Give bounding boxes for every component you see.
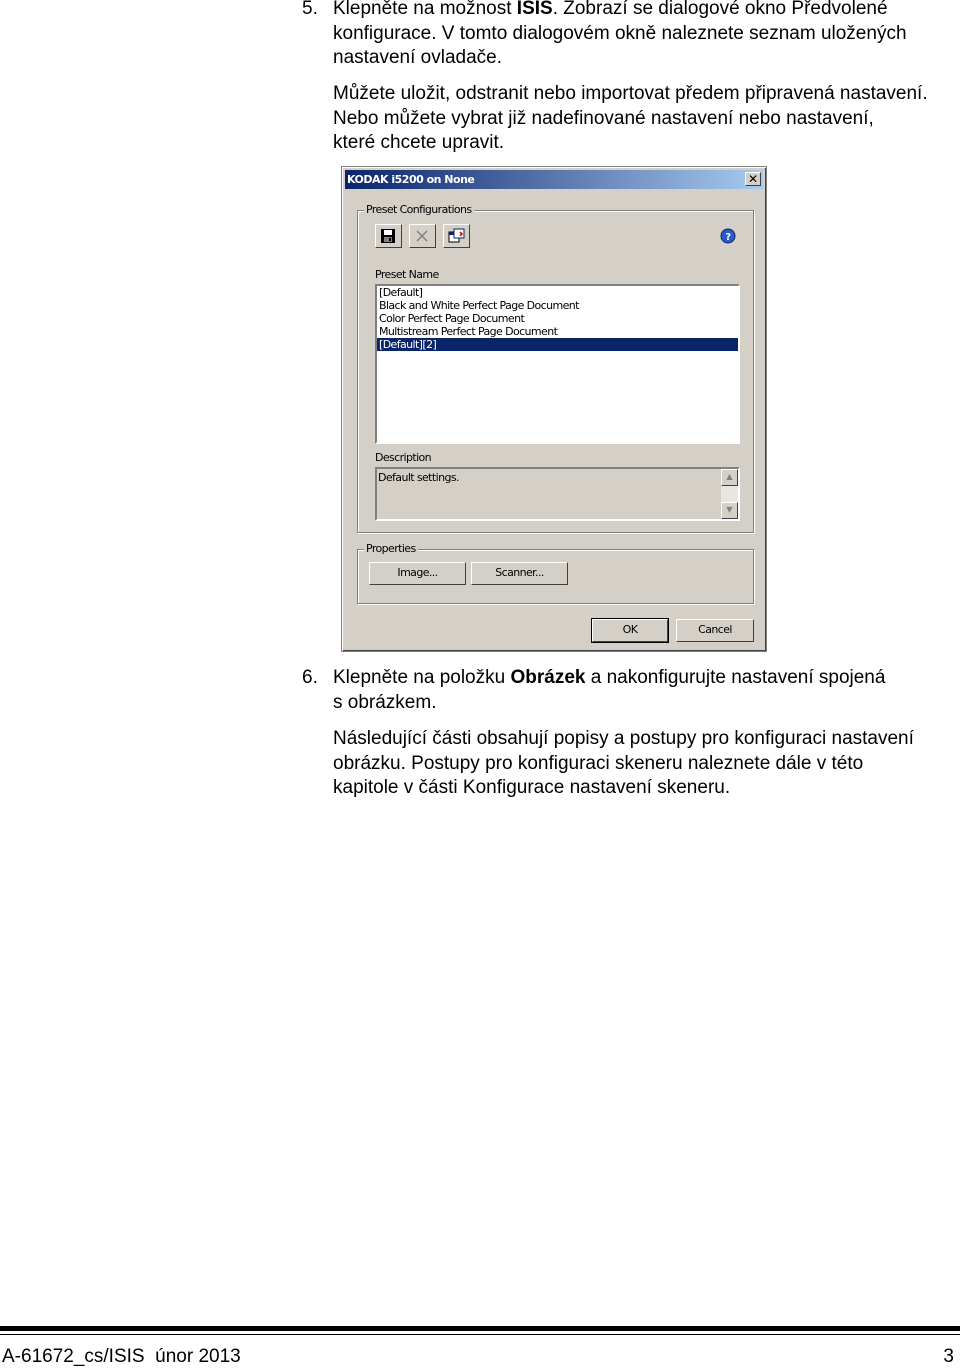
step-6-p2-line-1: Následující části obsahují popisy a postupy pro konfiguraci nastavení (333, 728, 914, 749)
footer-date: únor 2013 (155, 1346, 241, 1367)
description-box[interactable] (375, 467, 740, 521)
footer-doc-id: A-61672_cs/ISIS (2, 1346, 145, 1367)
step-6-p2-line-2: obrázku. Postupy pro konfiguraci skeneru naleznete dále v této (333, 752, 864, 774)
preset-list-item[interactable]: Color Perfect Page Document (379, 312, 525, 325)
preset-list-item[interactable]: Black and White Perfect Page Document (379, 299, 579, 312)
description-scrollbar[interactable] (721, 469, 738, 519)
dialog-title: KODAK i5200 on None (347, 173, 475, 186)
delete-icon (414, 228, 431, 244)
step-6-obrazek-term: Obrázek (510, 667, 586, 688)
properties-legend: Properties (366, 542, 416, 555)
scanner-button[interactable]: Scanner... (471, 562, 568, 585)
properties-group (357, 542, 754, 604)
step-5-isis-term: ISIS (516, 0, 553, 19)
image-button[interactable]: Image... (369, 562, 466, 585)
save-button[interactable] (375, 224, 402, 248)
step-6-text (333, 666, 958, 715)
delete-button[interactable] (409, 224, 436, 248)
preset-list (377, 286, 738, 351)
import-button[interactable] (443, 224, 470, 248)
footer-rule-thick (0, 1326, 960, 1331)
help-icon[interactable] (720, 228, 736, 244)
footer-doc-info (2, 1345, 241, 1369)
step-5-line-3: nastavení ovladače. (333, 47, 503, 68)
preset-name-listbox[interactable] (375, 284, 740, 444)
preset-list-item[interactable]: Multistream Perfect Page Document (379, 325, 558, 338)
dialog-titlebar (345, 170, 763, 189)
step-6-text-pre: Klepněte na položku (333, 667, 511, 688)
description-text: Default settings. (378, 471, 459, 484)
preset-name-label: Preset Name (375, 268, 439, 281)
step-5-p2-line-1: Můžete uložit, odstranit nebo importovat předem připravená nastavení. (333, 83, 928, 104)
preset-configurations-dialog (341, 166, 767, 652)
step-5-text-post: . Zobrazí se dialogové okno Předvolené (552, 0, 888, 19)
step-6-line-2: s obrázkem. (333, 691, 437, 713)
step-6-text-post: a nakonfigurujte nastavení spojená (585, 667, 886, 688)
step-5-p2-line-3: které chcete upravit. (333, 132, 505, 153)
step-5-line-2: konfigurace. V tomto dialogovém okně naleznete seznam uložených (333, 22, 907, 44)
step-6-p2-line-3: kapitole v části Konfigurace nastavení skeneru. (333, 777, 731, 798)
scroll-down-icon[interactable]: ▼ (721, 502, 738, 519)
preset-list-item[interactable]: [Default] (379, 286, 423, 299)
cancel-button[interactable]: Cancel (676, 619, 754, 642)
step-5-text (333, 0, 958, 71)
step-5-p2-line-2: Nebo můžete vybrat již nadefinované nastavení nebo nastavení, (333, 107, 874, 129)
description-label: Description (375, 451, 432, 464)
step-5-number: 5. (302, 0, 318, 19)
footer-rule-thin (0, 1334, 960, 1335)
step-6-number: 6. (302, 667, 318, 688)
import-icon (448, 228, 465, 244)
preset-configurations-legend: Preset Configurations (366, 203, 472, 216)
save-icon (380, 228, 397, 244)
step-5-text-pre: Klepněte na možnost (333, 0, 517, 19)
step-6-paragraph-2 (333, 727, 958, 801)
preset-configurations-group (357, 203, 754, 533)
svg-text:?: ? (725, 232, 731, 243)
step-5-paragraph-2 (333, 82, 958, 156)
ok-button[interactable]: OK (592, 619, 668, 642)
preset-list-item[interactable]: [Default][2] (377, 338, 738, 351)
footer-page-number: 3 (943, 1346, 954, 1367)
scroll-up-icon[interactable]: ▲ (721, 469, 738, 486)
close-icon[interactable]: ✕ (745, 172, 761, 186)
